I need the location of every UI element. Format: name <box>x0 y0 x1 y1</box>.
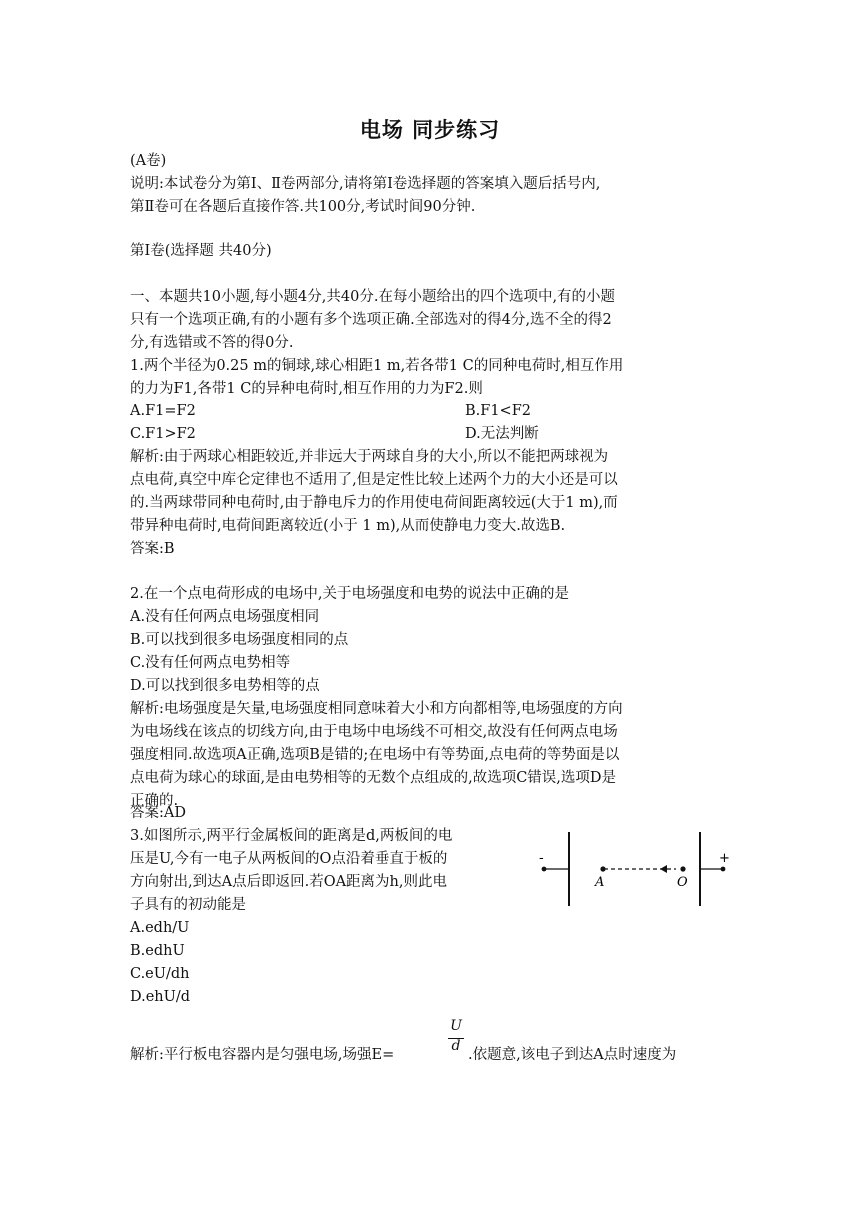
q1-stem-line-2: 的力为F1,各带1 C的异种电荷时,相互作用的力为F2.则 <box>130 381 483 397</box>
q3-analysis-suffix: .依题意,该电子到达A点时速度为 <box>468 1047 677 1063</box>
q1-option-b: B.F1<F2 <box>465 403 531 419</box>
q1-analysis-line-1: 解析:由于两球心相距较近,并非远大于两球自身的大小,所以不能把两球视为 <box>130 449 609 465</box>
q2-analysis-line-3: 强度相同.故选项A正确,选项B是错的;在电场中有等势面,点电荷的等势面是以 <box>130 747 620 763</box>
field-strength-fraction <box>446 1018 466 1058</box>
parallel-plates-diagram <box>536 828 732 910</box>
point-o-label: O <box>677 875 688 890</box>
q2-answer: 答案:AD <box>130 805 186 821</box>
q2-analysis-line-5: 正确的. <box>130 793 179 809</box>
negative-terminal <box>542 867 547 872</box>
instructions-line-2: 第Ⅱ卷可在各题后直接作答.共100分,考试时间90分钟. <box>130 199 476 215</box>
q1-answer: 答案:B <box>130 541 175 557</box>
q2-stem: 2.在一个点电荷形成的电场中,关于电场强度和电势的说法中正确的是 <box>130 586 569 602</box>
point-a-label: A <box>595 875 605 890</box>
q2-analysis-line-2: 为电场线在该点的切线方向,由于电场中电场线不可相交,故没有任何两点电场 <box>130 724 618 740</box>
q2-option-d: D.可以找到很多电势相等的点 <box>130 678 320 694</box>
plus-sign: + <box>719 851 730 866</box>
volume-label: (A卷) <box>130 153 167 169</box>
q3-stem-line-3: 方向射出,到达A点后即返回.若OA距离为h,则此电 <box>130 874 447 890</box>
q1-analysis-line-4: 带异种电荷时,电荷间距离较近(小于 1 m),从而使静电力变大.故选B. <box>130 518 566 534</box>
q1-option-a: A.F1=F2 <box>130 403 196 419</box>
q3-stem-line-2: 压是U,今有一电子从两板间的O点沿着垂直于板的 <box>130 851 448 867</box>
direction-arrow <box>660 865 667 873</box>
q3-option-a: A.edh/U <box>130 920 190 936</box>
fraction-numerator: U <box>450 1018 462 1034</box>
q3-option-b: B.edhU <box>130 943 185 959</box>
section1-title: 第Ⅰ卷(选择题 共40分) <box>130 243 272 259</box>
fraction-denominator: d <box>451 1038 461 1054</box>
q3-stem-line-4: 子具有的初动能是 <box>130 897 246 913</box>
q1-stem-line-1: 1.两个半径为0.25 m的铜球,球心相距1 m,若各带1 C的同种电荷时,相互作用 <box>130 358 624 374</box>
q1-analysis-line-3: 的.当两球带同种电荷时,由于静电斥力的作用使电荷间距离较远(大于1 m),而 <box>130 495 618 511</box>
q1-analysis-line-2: 点电荷,真空中库仑定律也不适用了,但是定性比较上述两个力的大小还是可以 <box>130 472 618 488</box>
q1-option-d: D.无法判断 <box>465 426 539 442</box>
q2-option-a: A.没有任何两点电场强度相同 <box>130 609 320 625</box>
q1-option-c: C.F1>F2 <box>130 426 196 442</box>
q2-analysis-line-4: 点电荷为球心的球面,是由电势相等的无数个点组成的,故选项C错误,选项D是 <box>130 770 617 786</box>
q3-stem-line-1: 3.如图所示,两平行金属板间的距离是d,两板间的电 <box>130 828 453 844</box>
part1-intro-line-1: 一、本题共10小题,每小题4分,共40分.在每小题给出的四个选项中,有的小题 <box>130 289 616 305</box>
q2-option-b: B.可以找到很多电场强度相同的点 <box>130 632 349 648</box>
document-title: 电场 同步练习 <box>359 118 501 142</box>
part1-intro-line-2: 只有一个选项正确,有的小题有多个选项正确.全部选对的得4分,选不全的得2 <box>130 312 612 328</box>
instructions-line-1: 说明:本试卷分为第Ⅰ、Ⅱ卷两部分,请将第Ⅰ卷选择题的答案填入题后括号内, <box>130 176 601 192</box>
q2-option-c: C.没有任何两点电势相等 <box>130 655 291 671</box>
part1-intro-line-3: 分,有选错或不答的得0分. <box>130 335 294 351</box>
point-a-dot <box>600 866 605 871</box>
point-o-dot <box>680 866 685 871</box>
q2-analysis-line-1: 解析:电场强度是矢量,电场强度相同意味着大小和方向都相等,电场强度的方向 <box>130 701 623 717</box>
minus-sign: - <box>539 851 544 866</box>
positive-terminal <box>721 867 726 872</box>
q3-option-c: C.eU/dh <box>130 966 190 982</box>
q3-analysis-prefix: 解析:平行板电容器内是匀强电场,场强E= <box>130 1047 395 1063</box>
q3-option-d: D.ehU/d <box>130 989 191 1005</box>
